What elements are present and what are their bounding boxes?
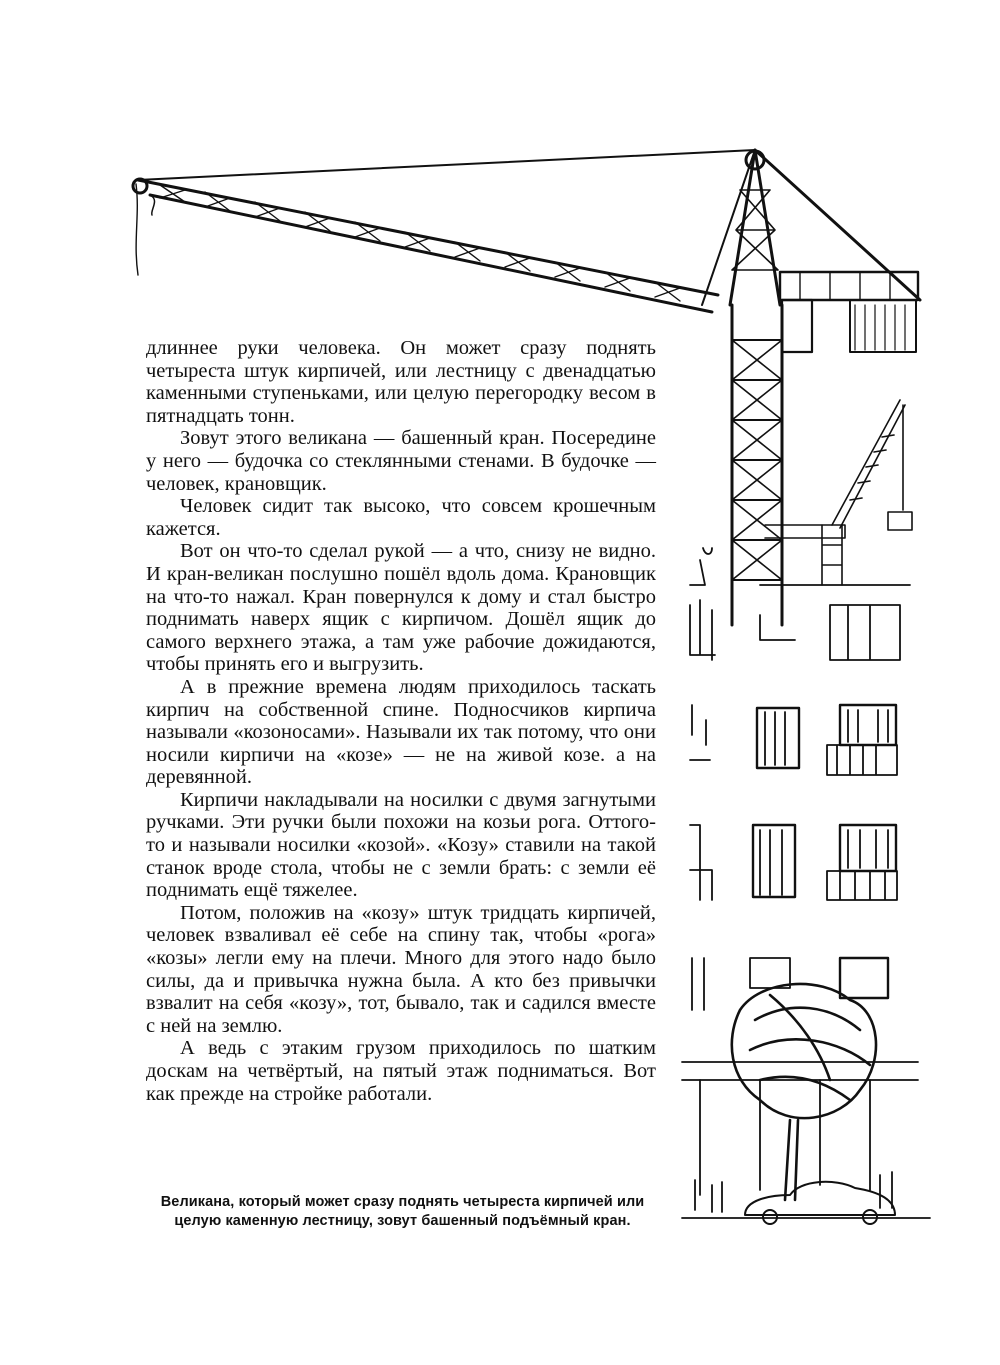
- paragraph: Кирпичи накладывали на носилки с двумя загнутыми ручками. Эти ручки были похожи на козьи рога. Оттого-то и называли носилки «козой». «Козу» ставили на такой станок вроде стола, чтобы не с земли брать: с земли её поднимать ещё тяжелее.: [146, 788, 656, 902]
- paragraph: А ведь с этаким грузом приходилось по шатким доскам на четвёртый, на пятый этаж подниматься. Вот как прежде на стройке работали.: [146, 1037, 656, 1105]
- small-crane: [765, 400, 912, 585]
- jib-lattice: [160, 185, 680, 301]
- hook-cable: [136, 184, 138, 275]
- crane-tower-top: [702, 150, 920, 305]
- counter-jib: [780, 272, 918, 352]
- paragraph: Вот он что-то сделал рукой — а что, снизу не видно. И кран-великан послушно пошёл вдоль дома. Крановщик на что-то нажал. Кран повернулся к дому и стал быстро поднимать наверх ящик с кирпичом. Дошёл ящик до самого верхнего этажа, а там уже рабочие дожидаются, чтобы принять его и выгрузить.: [146, 540, 656, 676]
- paragraph: Человек сидит так высоко, что совсем крошечным кажется.: [146, 495, 656, 540]
- operator-cab: [782, 300, 812, 352]
- figure-caption: Великана, который может сразу поднять четыреста кирпичей или целую каменную лестницу, зовут башенный подъёмный кран.: [160, 1194, 645, 1229]
- tree: [732, 984, 876, 1200]
- paragraph: Потом, положив на «козу» штук тридцать кирпичей, человек взваливал её себе на спину так, чтобы «рога» «козы» легли ему на плечи. Много для этого надо было силы, да и привычка нужна была. А кто без привычки взвалит на себя «козу», тот, бывало, так и садился вместе с ней на землю.: [146, 901, 656, 1037]
- crane-tower-mast: [732, 305, 782, 625]
- body-text: [146, 337, 656, 1105]
- paragraph: Зовут этого великана — башенный кран. Посередине у него — будочка со стеклянными стенами. В будочке — человек, крановщик.: [146, 427, 656, 495]
- paragraph: А в прежние времена людям приходилось таскать кирпич на собственной спине. Подносчиков кирпича называли «козоносами». Называли их так потому, что они носили кирпичи на «козе» — не на живой козе. а на деревянной.: [146, 675, 656, 789]
- paragraph: длиннее руки человека. Он может сразу поднять четыреста штук кирпичей, или лестницу с двенадцатью каменными ступеньками, или целую перегородку весом в пятнадцать тонн.: [146, 337, 656, 427]
